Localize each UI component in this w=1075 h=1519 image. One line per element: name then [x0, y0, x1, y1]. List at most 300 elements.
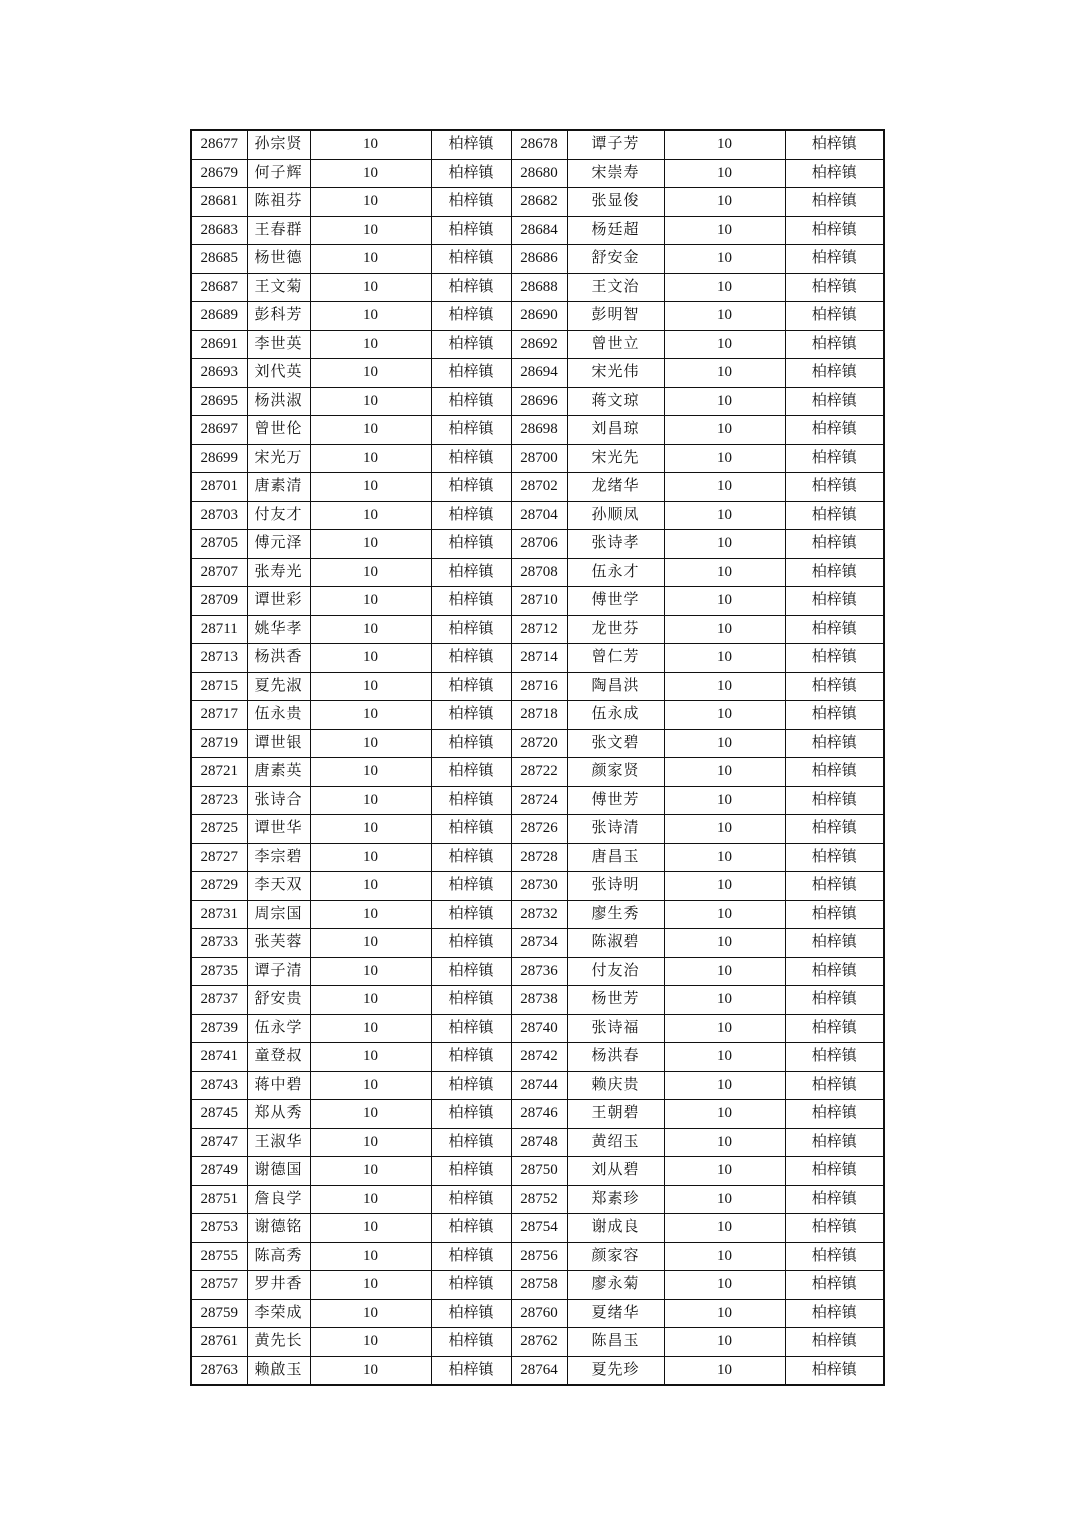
person-name: 王文治	[567, 273, 664, 302]
table-row	[191, 701, 884, 730]
town-name: 柏梓镇	[785, 159, 884, 188]
table-row	[191, 1271, 884, 1300]
record-id: 28684	[511, 216, 567, 245]
record-id: 28728	[511, 843, 567, 872]
person-name: 曾世立	[567, 330, 664, 359]
person-name: 刘昌琼	[567, 416, 664, 445]
town-name: 柏梓镇	[431, 843, 511, 872]
amount: 10	[664, 1128, 785, 1157]
amount: 10	[664, 130, 785, 159]
person-name: 唐昌玉	[567, 843, 664, 872]
amount: 10	[664, 1100, 785, 1129]
amount: 10	[310, 302, 431, 331]
amount: 10	[310, 1100, 431, 1129]
record-id: 28700	[511, 444, 567, 473]
table-row	[191, 416, 884, 445]
record-id: 28696	[511, 387, 567, 416]
town-name: 柏梓镇	[785, 900, 884, 929]
amount: 10	[310, 900, 431, 929]
record-id: 28698	[511, 416, 567, 445]
person-name: 廖生秀	[567, 900, 664, 929]
record-id: 28722	[511, 758, 567, 787]
person-name: 夏先淑	[247, 672, 310, 701]
town-name: 柏梓镇	[431, 929, 511, 958]
amount: 10	[310, 672, 431, 701]
person-name: 王淑华	[247, 1128, 310, 1157]
table-row	[191, 1356, 884, 1385]
record-id: 28750	[511, 1157, 567, 1186]
person-name: 龙世芬	[567, 615, 664, 644]
amount: 10	[664, 701, 785, 730]
table-row	[191, 245, 884, 274]
amount: 10	[664, 843, 785, 872]
town-name: 柏梓镇	[785, 672, 884, 701]
town-name: 柏梓镇	[785, 615, 884, 644]
amount: 10	[310, 1128, 431, 1157]
record-id: 28725	[191, 815, 247, 844]
amount: 10	[310, 530, 431, 559]
person-name: 郑素珍	[567, 1185, 664, 1214]
amount: 10	[664, 501, 785, 530]
person-name: 付友治	[567, 957, 664, 986]
record-id: 28694	[511, 359, 567, 388]
town-name: 柏梓镇	[431, 1157, 511, 1186]
town-name: 柏梓镇	[785, 273, 884, 302]
record-id: 28738	[511, 986, 567, 1015]
person-name: 傅元泽	[247, 530, 310, 559]
record-id: 28760	[511, 1299, 567, 1328]
town-name: 柏梓镇	[785, 530, 884, 559]
person-name: 黄先长	[247, 1328, 310, 1357]
town-name: 柏梓镇	[431, 530, 511, 559]
person-name: 陈高秀	[247, 1242, 310, 1271]
amount: 10	[664, 929, 785, 958]
record-id: 28711	[191, 615, 247, 644]
person-name: 孙顺凤	[567, 501, 664, 530]
table-row	[191, 1328, 884, 1357]
person-name: 李宗碧	[247, 843, 310, 872]
person-name: 傅世学	[567, 587, 664, 616]
amount: 10	[310, 1043, 431, 1072]
record-id: 28720	[511, 729, 567, 758]
amount: 10	[310, 1157, 431, 1186]
roster-table	[190, 129, 885, 1386]
amount: 10	[664, 188, 785, 217]
person-name: 赖庆贵	[567, 1071, 664, 1100]
amount: 10	[664, 216, 785, 245]
town-name: 柏梓镇	[785, 644, 884, 673]
amount: 10	[664, 273, 785, 302]
amount: 10	[310, 1071, 431, 1100]
town-name: 柏梓镇	[785, 416, 884, 445]
table-row	[191, 758, 884, 787]
person-name: 宋光先	[567, 444, 664, 473]
record-id: 28730	[511, 872, 567, 901]
record-id: 28723	[191, 786, 247, 815]
record-id: 28692	[511, 330, 567, 359]
person-name: 宋光万	[247, 444, 310, 473]
town-name: 柏梓镇	[431, 729, 511, 758]
town-name: 柏梓镇	[785, 1242, 884, 1271]
town-name: 柏梓镇	[785, 245, 884, 274]
person-name: 舒安金	[567, 245, 664, 274]
record-id: 28683	[191, 216, 247, 245]
person-name: 颜家容	[567, 1242, 664, 1271]
town-name: 柏梓镇	[785, 130, 884, 159]
record-id: 28691	[191, 330, 247, 359]
amount: 10	[664, 473, 785, 502]
amount: 10	[310, 1328, 431, 1357]
table-row	[191, 900, 884, 929]
record-id: 28708	[511, 558, 567, 587]
town-name: 柏梓镇	[431, 986, 511, 1015]
record-id: 28685	[191, 245, 247, 274]
amount: 10	[664, 1214, 785, 1243]
amount: 10	[310, 473, 431, 502]
town-name: 柏梓镇	[431, 273, 511, 302]
person-name: 唐素英	[247, 758, 310, 787]
record-id: 28761	[191, 1328, 247, 1357]
person-name: 廖永菊	[567, 1271, 664, 1300]
record-id: 28755	[191, 1242, 247, 1271]
town-name: 柏梓镇	[431, 957, 511, 986]
table-row	[191, 159, 884, 188]
amount: 10	[310, 1014, 431, 1043]
amount: 10	[664, 758, 785, 787]
record-id: 28729	[191, 872, 247, 901]
town-name: 柏梓镇	[785, 216, 884, 245]
person-name: 陶昌洪	[567, 672, 664, 701]
person-name: 谭世银	[247, 729, 310, 758]
person-name: 舒安贵	[247, 986, 310, 1015]
record-id: 28737	[191, 986, 247, 1015]
person-name: 颜家贤	[567, 758, 664, 787]
amount: 10	[664, 1242, 785, 1271]
person-name: 詹良学	[247, 1185, 310, 1214]
town-name: 柏梓镇	[431, 1014, 511, 1043]
amount: 10	[310, 416, 431, 445]
town-name: 柏梓镇	[785, 1100, 884, 1129]
record-id: 28717	[191, 701, 247, 730]
person-name: 伍永才	[567, 558, 664, 587]
town-name: 柏梓镇	[785, 444, 884, 473]
town-name: 柏梓镇	[431, 1071, 511, 1100]
town-name: 柏梓镇	[785, 188, 884, 217]
person-name: 唐素清	[247, 473, 310, 502]
amount: 10	[310, 1185, 431, 1214]
table-row	[191, 558, 884, 587]
amount: 10	[664, 615, 785, 644]
table-row	[191, 1185, 884, 1214]
amount: 10	[310, 130, 431, 159]
town-name: 柏梓镇	[431, 1185, 511, 1214]
amount: 10	[310, 786, 431, 815]
amount: 10	[664, 957, 785, 986]
person-name: 王文菊	[247, 273, 310, 302]
town-name: 柏梓镇	[785, 1356, 884, 1385]
record-id: 28707	[191, 558, 247, 587]
person-name: 杨世德	[247, 245, 310, 274]
town-name: 柏梓镇	[785, 986, 884, 1015]
person-name: 夏绪华	[567, 1299, 664, 1328]
record-id: 28756	[511, 1242, 567, 1271]
amount: 10	[664, 1185, 785, 1214]
town-name: 柏梓镇	[431, 1100, 511, 1129]
record-id: 28721	[191, 758, 247, 787]
table-row	[191, 986, 884, 1015]
table-row	[191, 1214, 884, 1243]
table-row	[191, 1100, 884, 1129]
person-name: 童登叔	[247, 1043, 310, 1072]
person-name: 彭明智	[567, 302, 664, 331]
table-row	[191, 815, 884, 844]
town-name: 柏梓镇	[785, 729, 884, 758]
table-row	[191, 273, 884, 302]
record-id: 28745	[191, 1100, 247, 1129]
amount: 10	[310, 1299, 431, 1328]
record-id: 28746	[511, 1100, 567, 1129]
record-id: 28754	[511, 1214, 567, 1243]
person-name: 彭科芳	[247, 302, 310, 331]
person-name: 赖啟玉	[247, 1356, 310, 1385]
roster-body	[191, 130, 884, 1385]
amount: 10	[664, 1328, 785, 1357]
record-id: 28715	[191, 672, 247, 701]
amount: 10	[664, 672, 785, 701]
table-row	[191, 387, 884, 416]
amount: 10	[310, 216, 431, 245]
amount: 10	[664, 330, 785, 359]
town-name: 柏梓镇	[431, 900, 511, 929]
table-row	[191, 1299, 884, 1328]
amount: 10	[310, 1214, 431, 1243]
person-name: 付友才	[247, 501, 310, 530]
table-row	[191, 530, 884, 559]
amount: 10	[310, 245, 431, 274]
table-row	[191, 644, 884, 673]
town-name: 柏梓镇	[431, 302, 511, 331]
table-row	[191, 672, 884, 701]
record-id: 28693	[191, 359, 247, 388]
record-id: 28741	[191, 1043, 247, 1072]
town-name: 柏梓镇	[785, 1214, 884, 1243]
town-name: 柏梓镇	[431, 615, 511, 644]
record-id: 28699	[191, 444, 247, 473]
record-id: 28731	[191, 900, 247, 929]
amount: 10	[310, 558, 431, 587]
record-id: 28705	[191, 530, 247, 559]
record-id: 28736	[511, 957, 567, 986]
record-id: 28714	[511, 644, 567, 673]
town-name: 柏梓镇	[431, 245, 511, 274]
amount: 10	[310, 330, 431, 359]
table-row	[191, 188, 884, 217]
town-name: 柏梓镇	[431, 758, 511, 787]
town-name: 柏梓镇	[431, 644, 511, 673]
person-name: 曾仁芳	[567, 644, 664, 673]
record-id: 28703	[191, 501, 247, 530]
amount: 10	[664, 644, 785, 673]
person-name: 李天双	[247, 872, 310, 901]
table-row	[191, 330, 884, 359]
person-name: 张诗明	[567, 872, 664, 901]
town-name: 柏梓镇	[785, 1271, 884, 1300]
person-name: 刘代英	[247, 359, 310, 388]
record-id: 28677	[191, 130, 247, 159]
person-name: 龙绪华	[567, 473, 664, 502]
record-id: 28690	[511, 302, 567, 331]
person-name: 刘从碧	[567, 1157, 664, 1186]
table-row	[191, 786, 884, 815]
record-id: 28744	[511, 1071, 567, 1100]
record-id: 28716	[511, 672, 567, 701]
record-id: 28742	[511, 1043, 567, 1072]
amount: 10	[664, 786, 785, 815]
table-row	[191, 1014, 884, 1043]
person-name: 张诗合	[247, 786, 310, 815]
town-name: 柏梓镇	[431, 188, 511, 217]
town-name: 柏梓镇	[785, 1043, 884, 1072]
person-name: 宋崇寿	[567, 159, 664, 188]
town-name: 柏梓镇	[431, 216, 511, 245]
record-id: 28748	[511, 1128, 567, 1157]
record-id: 28701	[191, 473, 247, 502]
record-id: 28733	[191, 929, 247, 958]
record-id: 28682	[511, 188, 567, 217]
person-name: 罗井香	[247, 1271, 310, 1300]
amount: 10	[664, 387, 785, 416]
town-name: 柏梓镇	[785, 587, 884, 616]
table-row	[191, 473, 884, 502]
town-name: 柏梓镇	[431, 1242, 511, 1271]
town-name: 柏梓镇	[431, 587, 511, 616]
table-row	[191, 444, 884, 473]
record-id: 28747	[191, 1128, 247, 1157]
person-name: 陈祖芬	[247, 188, 310, 217]
record-id: 28726	[511, 815, 567, 844]
person-name: 张寿光	[247, 558, 310, 587]
amount: 10	[664, 872, 785, 901]
person-name: 王春群	[247, 216, 310, 245]
amount: 10	[664, 444, 785, 473]
town-name: 柏梓镇	[785, 501, 884, 530]
table-row	[191, 1157, 884, 1186]
town-name: 柏梓镇	[785, 872, 884, 901]
person-name: 谢成良	[567, 1214, 664, 1243]
amount: 10	[310, 758, 431, 787]
person-name: 姚华孝	[247, 615, 310, 644]
amount: 10	[310, 273, 431, 302]
town-name: 柏梓镇	[785, 1185, 884, 1214]
record-id: 28732	[511, 900, 567, 929]
town-name: 柏梓镇	[785, 786, 884, 815]
amount: 10	[664, 900, 785, 929]
amount: 10	[664, 245, 785, 274]
town-name: 柏梓镇	[785, 957, 884, 986]
record-id: 28749	[191, 1157, 247, 1186]
amount: 10	[310, 387, 431, 416]
person-name: 傅世芳	[567, 786, 664, 815]
record-id: 28704	[511, 501, 567, 530]
table-row	[191, 957, 884, 986]
town-name: 柏梓镇	[785, 330, 884, 359]
amount: 10	[310, 188, 431, 217]
amount: 10	[310, 359, 431, 388]
person-name: 黄绍玉	[567, 1128, 664, 1157]
record-id: 28740	[511, 1014, 567, 1043]
amount: 10	[310, 815, 431, 844]
person-name: 伍永贵	[247, 701, 310, 730]
town-name: 柏梓镇	[785, 929, 884, 958]
person-name: 蒋中碧	[247, 1071, 310, 1100]
amount: 10	[664, 359, 785, 388]
town-name: 柏梓镇	[431, 359, 511, 388]
town-name: 柏梓镇	[785, 843, 884, 872]
record-id: 28695	[191, 387, 247, 416]
record-id: 28763	[191, 1356, 247, 1385]
record-id: 28710	[511, 587, 567, 616]
town-name: 柏梓镇	[785, 1071, 884, 1100]
town-name: 柏梓镇	[785, 359, 884, 388]
town-name: 柏梓镇	[431, 330, 511, 359]
town-name: 柏梓镇	[431, 815, 511, 844]
amount: 10	[664, 1356, 785, 1385]
person-name: 谭世华	[247, 815, 310, 844]
record-id: 28759	[191, 1299, 247, 1328]
amount: 10	[310, 1271, 431, 1300]
record-id: 28735	[191, 957, 247, 986]
record-id: 28679	[191, 159, 247, 188]
town-name: 柏梓镇	[431, 1214, 511, 1243]
person-name: 曾世伦	[247, 416, 310, 445]
table-row	[191, 216, 884, 245]
person-name: 杨廷超	[567, 216, 664, 245]
table-row	[191, 587, 884, 616]
town-name: 柏梓镇	[785, 1328, 884, 1357]
amount: 10	[310, 729, 431, 758]
person-name: 宋光伟	[567, 359, 664, 388]
person-name: 杨洪淑	[247, 387, 310, 416]
table-row	[191, 615, 884, 644]
amount: 10	[310, 444, 431, 473]
amount: 10	[664, 1014, 785, 1043]
town-name: 柏梓镇	[431, 416, 511, 445]
record-id: 28706	[511, 530, 567, 559]
table-row	[191, 1128, 884, 1157]
amount: 10	[310, 615, 431, 644]
person-name: 陈昌玉	[567, 1328, 664, 1357]
town-name: 柏梓镇	[431, 1299, 511, 1328]
amount: 10	[310, 929, 431, 958]
table-row	[191, 501, 884, 530]
amount: 10	[310, 843, 431, 872]
amount: 10	[664, 1071, 785, 1100]
record-id: 28689	[191, 302, 247, 331]
person-name: 杨世芳	[567, 986, 664, 1015]
town-name: 柏梓镇	[785, 473, 884, 502]
amount: 10	[310, 587, 431, 616]
amount: 10	[664, 1157, 785, 1186]
amount: 10	[664, 558, 785, 587]
record-id: 28687	[191, 273, 247, 302]
person-name: 伍永成	[567, 701, 664, 730]
record-id: 28709	[191, 587, 247, 616]
person-name: 李荣成	[247, 1299, 310, 1328]
person-name: 陈淑碧	[567, 929, 664, 958]
amount: 10	[310, 1242, 431, 1271]
record-id: 28752	[511, 1185, 567, 1214]
town-name: 柏梓镇	[431, 473, 511, 502]
